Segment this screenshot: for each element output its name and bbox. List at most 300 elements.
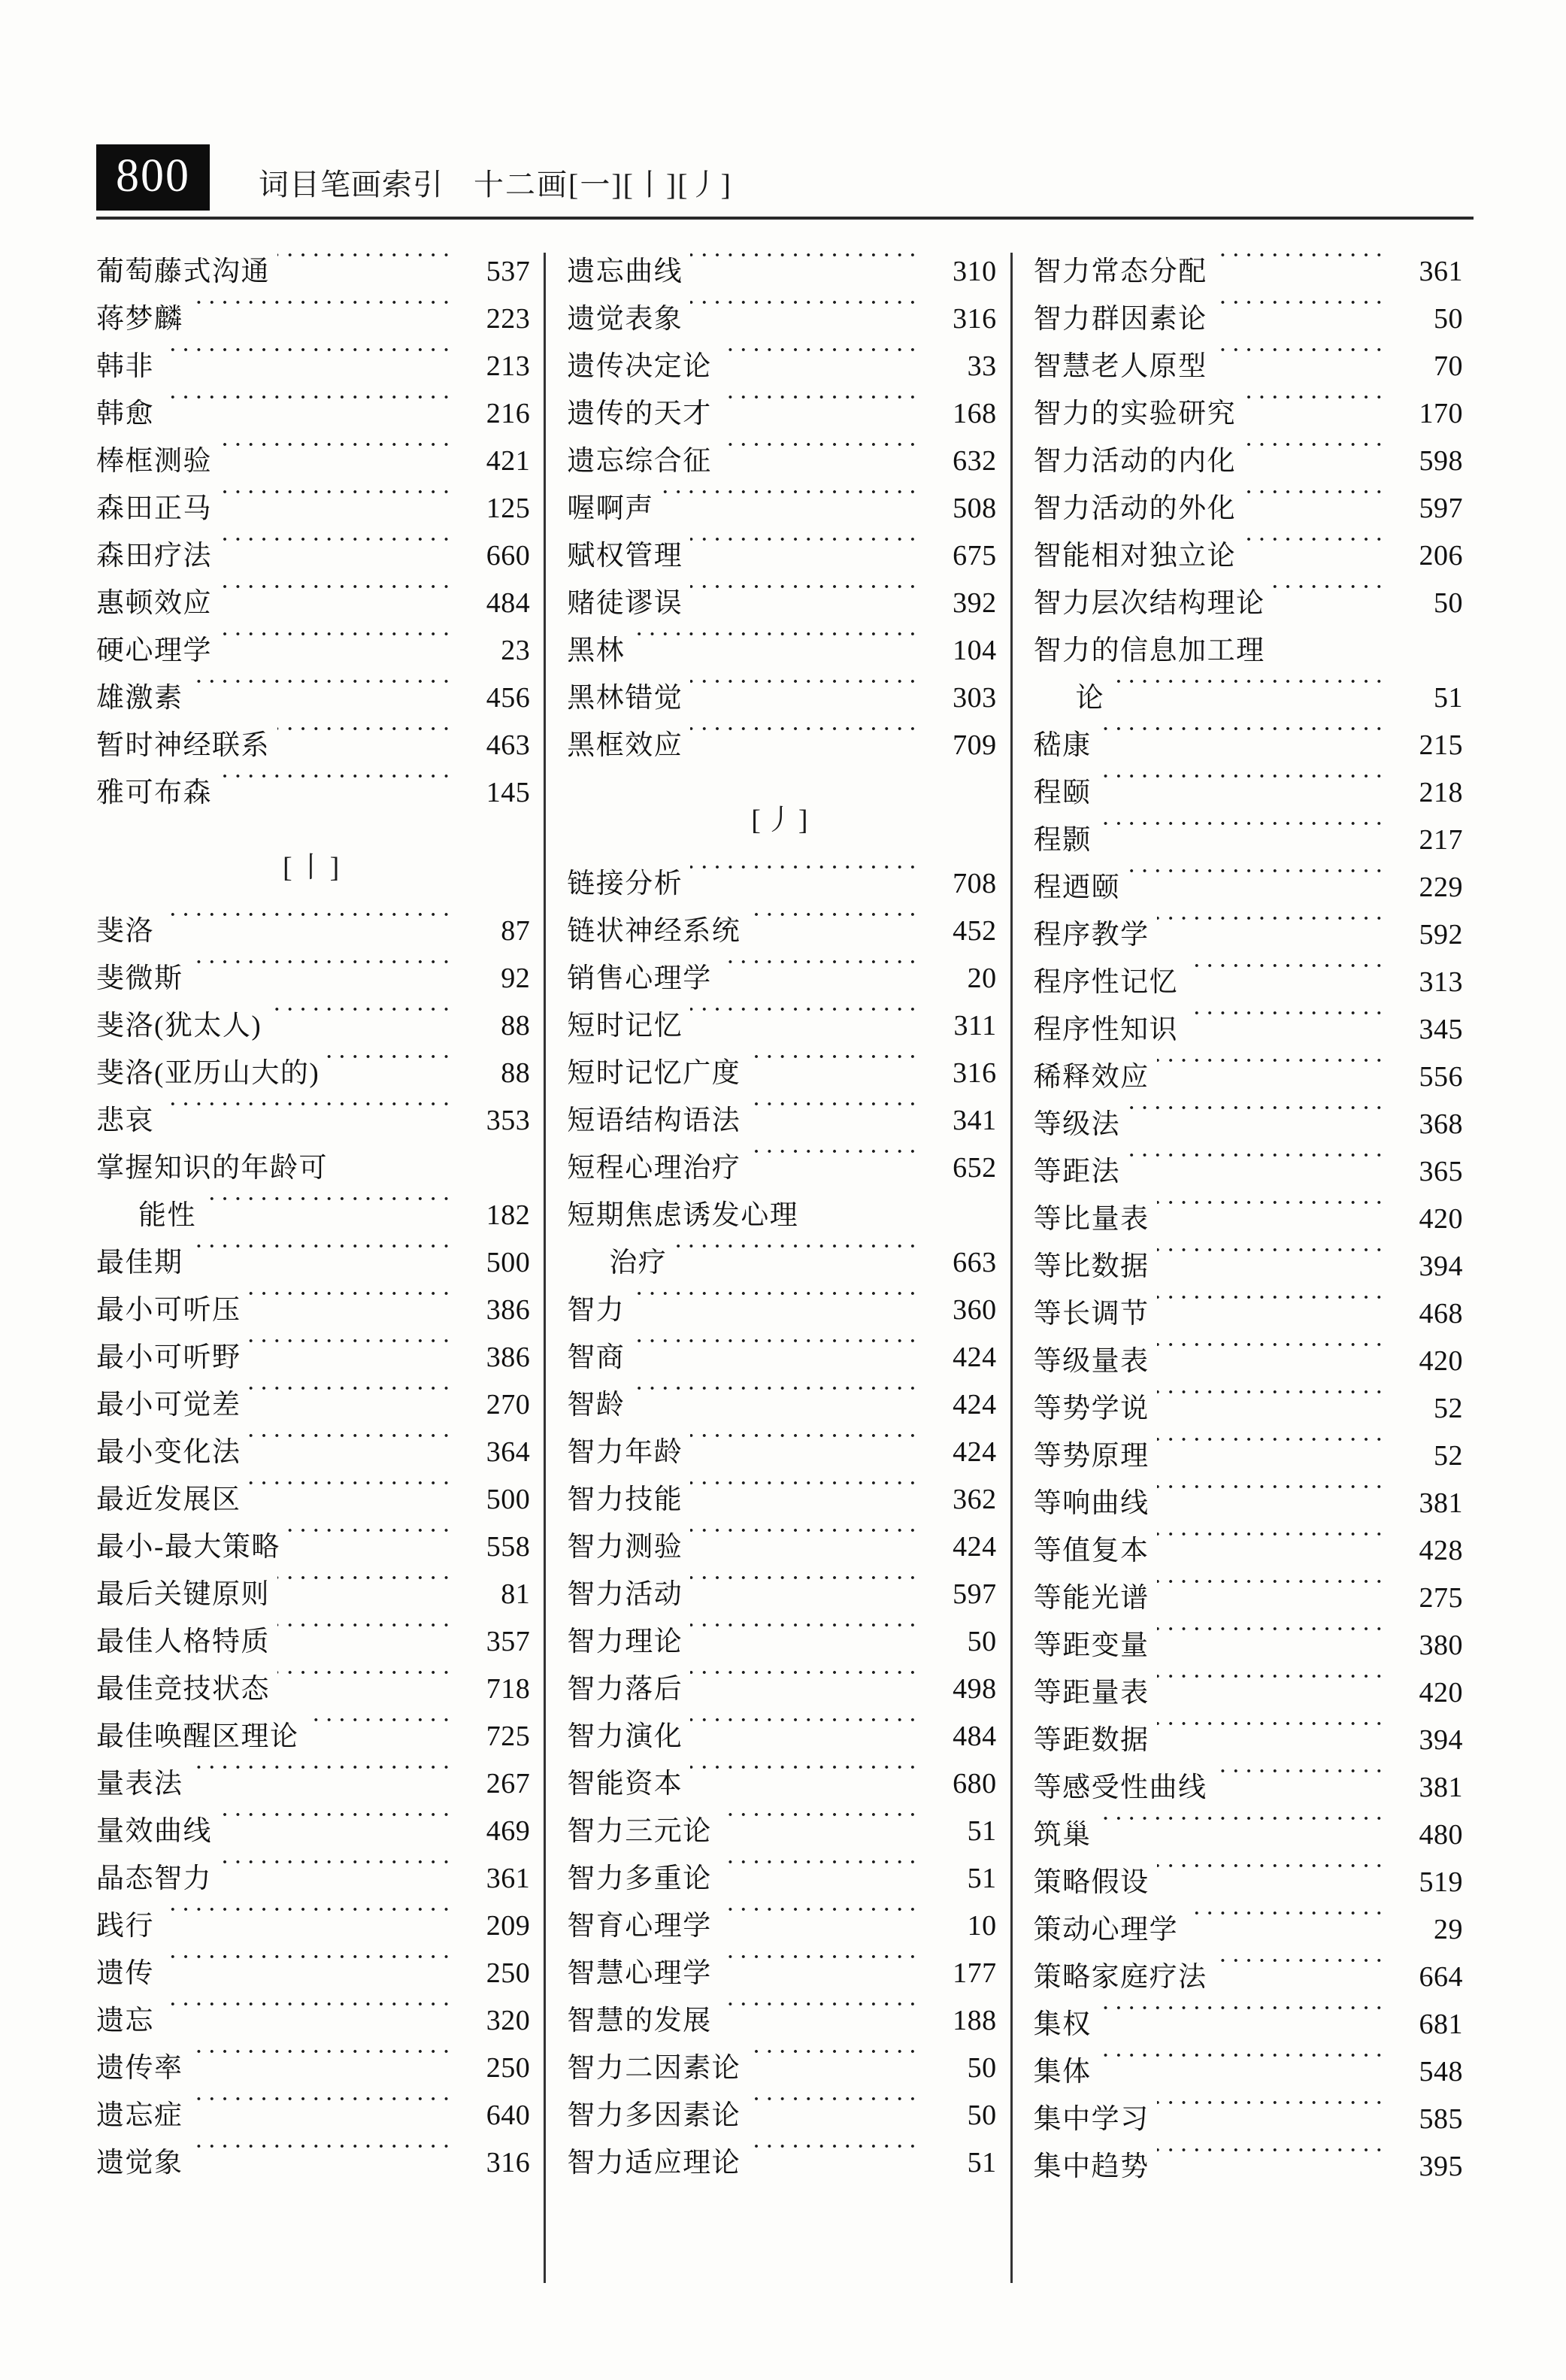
index-entry[interactable] (567, 1002, 996, 1050)
index-entry[interactable] (567, 1997, 996, 2045)
index-entry[interactable] (1034, 959, 1463, 1006)
entry-term: 量效曲线 (96, 1816, 212, 1847)
entry-term: 喔啊声 (567, 493, 654, 524)
index-entry[interactable] (96, 675, 530, 722)
entry-page-number: 250 (486, 1957, 531, 1989)
dot-leader (1157, 1390, 1388, 1417)
index-entry[interactable] (567, 2092, 996, 2139)
dot-leader (1243, 442, 1388, 470)
dot-leader (690, 1528, 921, 1556)
index-entry[interactable] (96, 1760, 530, 1808)
index-entry[interactable] (567, 1666, 996, 1713)
entry-page-number: 182 (486, 1199, 531, 1231)
entry-term: 链接分析 (567, 869, 683, 899)
index-entry[interactable] (96, 1571, 530, 1618)
index-title: 词目笔画索引 (259, 168, 444, 202)
index-entry[interactable] (1034, 438, 1463, 485)
index-entry[interactable] (1034, 1385, 1463, 1433)
index-entry[interactable] (96, 1239, 530, 1287)
index-entry[interactable] (96, 1713, 530, 1760)
dot-leader (1157, 1248, 1388, 1275)
index-entry[interactable] (1034, 1290, 1463, 1338)
index-entry[interactable] (1034, 1906, 1463, 1954)
dot-leader (748, 2097, 921, 2124)
index-entry[interactable] (1034, 2143, 1463, 2191)
entry-page-number: 215 (1419, 729, 1463, 761)
index-entry[interactable] (567, 1097, 996, 1145)
entry-page-number: 50 (967, 2100, 997, 2131)
index-entry[interactable] (567, 1618, 996, 1666)
dot-leader (162, 395, 455, 423)
index-entry[interactable] (1034, 390, 1463, 438)
dot-leader (690, 1007, 921, 1035)
dot-leader (748, 1102, 921, 1129)
dot-leader (162, 1954, 455, 1982)
index-entry[interactable] (96, 438, 530, 485)
column-divider-1 (544, 253, 546, 2283)
entry-page-number: 368 (1419, 1108, 1463, 1140)
index-entry[interactable] (96, 1524, 530, 1571)
index-entry[interactable] (567, 390, 996, 438)
index-entry[interactable] (96, 1145, 530, 1192)
dot-leader (1157, 1058, 1388, 1086)
entry-page-number: 51 (967, 1863, 997, 1894)
index-column-2 (562, 248, 1007, 2324)
entry-page-number: 188 (953, 2005, 997, 2036)
entry-term: 最近发展区 (96, 1484, 241, 1515)
entry-term: 智力的信息加工理 (1033, 635, 1265, 666)
index-entry[interactable] (1034, 1101, 1463, 1148)
index-entry[interactable] (567, 1760, 996, 1808)
entry-page-number: 168 (953, 398, 997, 429)
entry-page-number: 597 (953, 1578, 997, 1610)
index-entry[interactable] (1034, 1338, 1463, 1385)
index-entry[interactable] (1034, 1006, 1463, 1054)
entry-page-number: 361 (1419, 256, 1463, 287)
dot-leader (1157, 1863, 1388, 1891)
dot-leader (220, 584, 455, 612)
entry-term: 程迺颐 (1033, 872, 1121, 903)
index-entry[interactable] (1034, 1764, 1463, 1812)
index-entry[interactable] (96, 390, 530, 438)
index-entry[interactable] (1034, 2096, 1463, 2143)
dot-leader (1243, 395, 1388, 423)
index-entry[interactable] (96, 2092, 530, 2139)
dot-leader (1099, 2006, 1388, 2033)
index-entry[interactable] (1034, 864, 1463, 911)
index-entry[interactable] (96, 1287, 530, 1334)
index-entry[interactable] (1034, 580, 1463, 627)
dot-leader (1157, 1200, 1388, 1228)
entry-term: 最后关键原则 (96, 1579, 270, 1610)
entry-term: 遗觉象 (96, 2148, 183, 2178)
entry-term: 集中学习 (1033, 2104, 1150, 2135)
dot-leader (277, 253, 455, 280)
dot-leader (719, 395, 922, 423)
index-entry[interactable] (567, 627, 996, 675)
index-entry[interactable] (567, 485, 996, 532)
index-entry[interactable] (1034, 1717, 1463, 1764)
index-entry[interactable] (567, 955, 996, 1002)
dot-leader (632, 1339, 921, 1366)
index-entry[interactable] (96, 580, 530, 627)
index-entry[interactable] (96, 1097, 530, 1145)
entry-term: 遗忘综合征 (567, 446, 712, 477)
index-entry[interactable] (567, 1950, 996, 1997)
dot-leader (632, 632, 921, 659)
index-entry[interactable] (96, 1902, 530, 1950)
dot-leader (220, 490, 455, 517)
entry-page-number: 50 (1433, 303, 1463, 335)
index-entry[interactable] (567, 1476, 996, 1524)
dot-leader (220, 632, 455, 659)
entry-term: 论 (1075, 683, 1105, 714)
entry-term: 集中趋势 (1033, 2151, 1150, 2182)
index-entry[interactable] (1034, 1243, 1463, 1290)
dot-leader (690, 1433, 921, 1461)
index-entry[interactable] (567, 675, 996, 722)
dot-leader (1099, 1816, 1388, 1844)
entry-page-number: 88 (501, 1057, 531, 1089)
index-entry[interactable] (1034, 1954, 1463, 2001)
entry-page-number: 381 (1419, 1487, 1463, 1519)
entry-page-number: 420 (1419, 1203, 1463, 1235)
entry-page-number: 303 (953, 682, 997, 714)
dot-leader (249, 1291, 456, 1319)
entry-term: 智慧心理学 (567, 1958, 712, 1989)
entry-page-number: 50 (967, 1626, 997, 1657)
entry-page-number: 394 (1419, 1724, 1463, 1756)
entry-term: 等长调节 (1033, 1299, 1150, 1329)
index-entry[interactable] (1034, 1148, 1463, 1196)
index-entry[interactable] (1034, 722, 1463, 769)
index-entry[interactable] (1034, 817, 1463, 864)
entry-term: 智能相对独立论 (1033, 541, 1237, 572)
index-entry[interactable] (1034, 1527, 1463, 1575)
entry-page-number: 597 (1419, 493, 1463, 524)
index-entry[interactable] (567, 343, 996, 390)
dot-leader (1243, 490, 1388, 517)
index-entry[interactable] (567, 1334, 996, 1381)
entry-page-number: 29 (1433, 1914, 1463, 1945)
index-entry[interactable] (1034, 1812, 1463, 1859)
index-entry[interactable] (96, 1808, 530, 1855)
entry-term: 智育心理学 (567, 1911, 712, 1942)
entry-page-number: 250 (486, 2052, 531, 2084)
index-entry[interactable] (96, 955, 530, 1002)
index-entry[interactable] (1034, 2001, 1463, 2048)
dot-leader (249, 1481, 456, 1508)
entry-page-number: 585 (1419, 2103, 1463, 2135)
index-entry[interactable] (1034, 1622, 1463, 1669)
entry-page-number: 592 (1419, 919, 1463, 950)
index-entry[interactable] (96, 296, 530, 343)
dot-leader (191, 2049, 456, 2077)
dot-leader (719, 442, 922, 470)
entry-page-number: 500 (486, 1247, 531, 1278)
dot-leader (662, 490, 922, 517)
index-entry[interactable] (567, 1287, 996, 1334)
index-entry[interactable] (1034, 2048, 1463, 2096)
dot-leader (204, 1196, 455, 1224)
entry-page-number: 468 (1419, 1298, 1463, 1329)
entry-page-number: 311 (953, 1010, 997, 1041)
index-entry[interactable] (96, 343, 530, 390)
index-entry[interactable] (567, 1524, 996, 1571)
entry-page-number: 452 (953, 915, 997, 947)
entry-page-number: 313 (1419, 966, 1463, 998)
entry-term: 斐洛(犹太人) (96, 1011, 262, 1041)
dot-leader (307, 1718, 456, 1745)
entry-term: 雅可布森 (96, 778, 212, 808)
index-entry[interactable] (1034, 627, 1463, 675)
entry-term: 等比量表 (1033, 1204, 1150, 1235)
dot-leader (269, 1007, 455, 1035)
index-entry[interactable] (1034, 343, 1463, 390)
dot-leader (690, 584, 921, 612)
entry-term: 蒋梦麟 (96, 304, 183, 335)
index-entry[interactable] (96, 908, 530, 955)
index-entry[interactable] (1034, 911, 1463, 959)
dot-leader (1157, 1721, 1388, 1749)
entry-page-number: 316 (486, 2147, 531, 2178)
entry-page-number: 498 (953, 1673, 997, 1705)
entry-term: 策动心理学 (1033, 1915, 1179, 1945)
entry-term: 最佳期 (96, 1248, 183, 1278)
entry-page-number: 420 (1419, 1345, 1463, 1377)
entry-term: 等感受性曲线 (1033, 1772, 1207, 1803)
index-entry[interactable] (567, 1571, 996, 1618)
entry-term: 短期焦虑诱发心理 (567, 1200, 799, 1231)
entry-page-number: 216 (486, 398, 531, 429)
entry-term: 斐洛 (96, 916, 154, 947)
dot-leader (191, 1244, 456, 1272)
dot-leader (1128, 869, 1388, 896)
index-entry[interactable] (1034, 1433, 1463, 1480)
dot-leader (690, 1575, 921, 1603)
index-entry[interactable] (567, 438, 996, 485)
dot-leader (1215, 347, 1388, 375)
index-column-3 (1029, 248, 1474, 2324)
index-entry[interactable] (567, 908, 996, 955)
entry-term: 智力活动的内化 (1033, 446, 1237, 477)
index-entry[interactable] (96, 2139, 530, 2187)
entry-term: 等距数据 (1033, 1725, 1150, 1756)
index-entry[interactable] (1034, 1480, 1463, 1527)
index-entry[interactable] (567, 248, 996, 296)
index-entry[interactable] (1034, 1196, 1463, 1243)
entry-page-number: 463 (486, 729, 531, 761)
entry-page-number: 267 (486, 1768, 531, 1799)
index-entry[interactable] (567, 1429, 996, 1476)
dot-leader (1157, 2148, 1388, 2175)
entry-term: 集体 (1033, 2057, 1092, 2087)
entry-term: 智力多因素论 (567, 2100, 741, 2131)
entry-term: 智力二因素论 (567, 2053, 741, 2084)
entry-page-number: 500 (486, 1484, 531, 1515)
entry-term: 智力年龄 (567, 1437, 683, 1468)
entry-term: 最小可觉差 (96, 1390, 241, 1420)
entry-page-number: 598 (1419, 445, 1463, 477)
dot-leader (277, 1623, 455, 1651)
entry-page-number: 386 (486, 1294, 531, 1326)
entry-page-number: 395 (1419, 2151, 1463, 2182)
dot-leader (288, 1528, 455, 1556)
index-entry[interactable] (96, 1192, 530, 1239)
index-entry[interactable] (1034, 1859, 1463, 1906)
dot-leader (220, 774, 455, 802)
entry-page-number: 33 (967, 350, 997, 382)
index-entry[interactable] (96, 1618, 530, 1666)
index-entry[interactable] (567, 1713, 996, 1760)
entry-page-number: 50 (967, 2052, 997, 2084)
index-entry[interactable] (96, 1855, 530, 1902)
dot-leader (719, 960, 922, 987)
entry-term: 森田正马 (96, 493, 212, 524)
entry-page-number: 428 (1419, 1535, 1463, 1566)
index-entry[interactable] (567, 2139, 996, 2187)
entry-term: 等值复本 (1033, 1536, 1150, 1566)
entry-page-number: 223 (486, 303, 531, 335)
entry-page-number: 484 (486, 587, 531, 619)
index-entry[interactable] (1034, 1575, 1463, 1622)
index-entry[interactable] (567, 1050, 996, 1097)
dot-leader (690, 300, 921, 328)
entry-term: 遗忘症 (96, 2100, 183, 2131)
entry-page-number: 632 (953, 445, 997, 477)
entry-term: 等距变量 (1033, 1630, 1150, 1661)
index-entry[interactable] (567, 532, 996, 580)
index-entry[interactable] (1034, 1054, 1463, 1101)
dot-leader (1273, 632, 1388, 659)
index-section: 十二画[一][丨][丿] (474, 168, 732, 202)
entry-page-number: 218 (1419, 777, 1463, 808)
index-entry[interactable] (96, 1476, 530, 1524)
entry-page-number: 104 (953, 635, 997, 666)
entry-page-number: 652 (953, 1152, 997, 1184)
index-entry[interactable] (567, 1381, 996, 1429)
entry-term: 短时记忆广度 (567, 1058, 741, 1089)
index-entry[interactable] (96, 1050, 530, 1097)
index-entry[interactable] (96, 532, 530, 580)
index-entry[interactable] (1034, 1669, 1463, 1717)
dot-leader (1186, 963, 1388, 991)
entry-page-number: 316 (953, 303, 997, 335)
index-entry[interactable] (96, 1950, 530, 1997)
dot-leader (220, 442, 455, 470)
dot-leader (191, 1765, 456, 1793)
dot-leader (719, 1907, 922, 1935)
dot-leader (277, 726, 455, 754)
dot-leader (162, 1102, 455, 1129)
index-entry[interactable] (567, 722, 996, 769)
index-entry[interactable] (96, 1381, 530, 1429)
entry-term: 掌握知识的年龄可 (96, 1153, 328, 1184)
entry-page-number: 456 (486, 682, 531, 714)
index-entry[interactable] (567, 860, 996, 908)
entry-page-number: 718 (486, 1673, 531, 1705)
index-entry[interactable] (1034, 532, 1463, 580)
entry-term: 等响曲线 (1033, 1488, 1150, 1519)
dot-leader (162, 912, 455, 940)
dot-leader (249, 1433, 456, 1461)
entry-term: 棒框测验 (96, 446, 212, 477)
index-entry[interactable] (96, 485, 530, 532)
index-entry[interactable] (567, 2045, 996, 2092)
index-entry[interactable] (567, 1855, 996, 1902)
index-entry[interactable] (1034, 296, 1463, 343)
dot-leader (191, 300, 456, 328)
entry-page-number: 52 (1433, 1393, 1463, 1424)
index-entry[interactable] (567, 1145, 996, 1192)
entry-page-number: 20 (967, 963, 997, 994)
index-entry[interactable] (96, 1002, 530, 1050)
index-entry[interactable] (567, 296, 996, 343)
index-entry[interactable] (96, 248, 530, 296)
index-entry[interactable] (567, 1239, 996, 1287)
entry-page-number: 664 (1419, 1961, 1463, 1993)
entry-page-number: 681 (1419, 2009, 1463, 2040)
index-entry[interactable] (96, 1334, 530, 1381)
entry-term: 硬心理学 (96, 635, 212, 666)
index-entry[interactable] (567, 1902, 996, 1950)
entry-term: 短语结构语法 (567, 1105, 741, 1136)
index-entry[interactable] (567, 1192, 996, 1239)
entry-term: 能性 (138, 1200, 196, 1231)
entry-term: 短时记忆 (567, 1011, 683, 1041)
entry-page-number: 270 (486, 1389, 531, 1420)
entry-term: 惠顿效应 (96, 588, 212, 619)
entry-term: 治疗 (609, 1248, 668, 1278)
index-entry[interactable] (96, 722, 530, 769)
entry-term: 智力层次结构理论 (1033, 588, 1265, 619)
index-entry[interactable] (96, 627, 530, 675)
dot-leader (748, 912, 921, 940)
entry-term: 智能资本 (567, 1769, 683, 1799)
dot-leader (748, 2144, 921, 2172)
entry-page-number: 51 (967, 1815, 997, 1847)
dot-leader (690, 1670, 921, 1698)
index-entry[interactable] (96, 1997, 530, 2045)
entry-term: 等距法 (1033, 1157, 1121, 1187)
dot-leader (674, 1244, 921, 1272)
dot-leader (1215, 1769, 1388, 1796)
entry-page-number: 177 (953, 1957, 997, 1989)
entry-page-number: 70 (1433, 350, 1463, 382)
index-entry[interactable] (1034, 675, 1463, 722)
index-entry[interactable] (1034, 769, 1463, 817)
index-entry[interactable] (96, 1666, 530, 1713)
dot-leader (220, 537, 455, 565)
index-entry[interactable] (567, 1808, 996, 1855)
entry-term: 遗传率 (96, 2053, 183, 2084)
dot-leader (1099, 774, 1388, 802)
index-entry[interactable] (96, 2045, 530, 2092)
entry-term: 短程心理治疗 (567, 1153, 741, 1184)
index-entry[interactable] (1034, 248, 1463, 296)
entry-term: 智力测验 (567, 1532, 683, 1563)
index-entry[interactable] (1034, 485, 1463, 532)
index-entry[interactable] (96, 769, 530, 817)
index-entry[interactable] (96, 1429, 530, 1476)
entry-term: 遗传的天才 (567, 399, 712, 429)
dot-leader (690, 1481, 921, 1508)
entry-term: 遗忘曲线 (567, 256, 683, 287)
entry-term: 雄激素 (96, 683, 183, 714)
dot-leader (162, 1907, 455, 1935)
index-entry[interactable] (567, 580, 996, 627)
dot-leader (249, 1386, 456, 1414)
